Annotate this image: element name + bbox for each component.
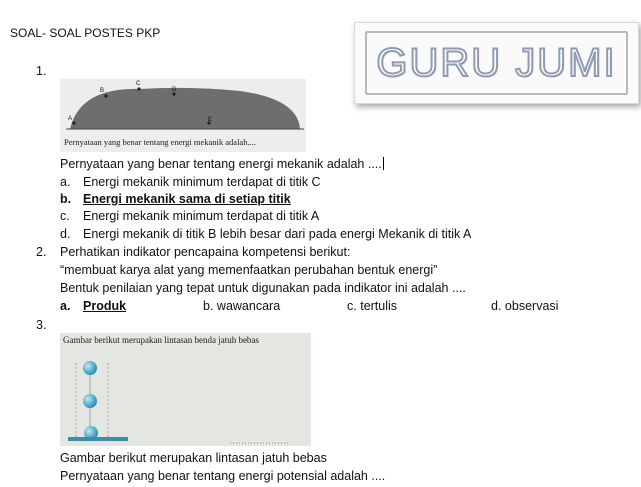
- watermark-frame: [365, 31, 628, 95]
- option-text: Energi mekanik minimum terdapat di titik C: [83, 175, 321, 189]
- text-cursor: [383, 157, 384, 170]
- question-1-figure: [60, 79, 306, 152]
- question-2-number: 2.: [36, 245, 47, 259]
- point-label-e: E: [208, 117, 213, 123]
- question-1-number: 1.: [36, 64, 47, 78]
- option-letter: d.: [491, 299, 502, 313]
- watermark-logo: [354, 22, 639, 104]
- option-text: tertulis: [360, 299, 398, 313]
- question-2-line-3: Bentuk penilaian yang tepat untuk digunakan pada indikator ini adalah ....: [60, 281, 466, 295]
- option-letter: c.: [60, 209, 70, 223]
- question-2-option-c: [347, 298, 397, 314]
- option-text-answer: Energi mekanik sama di setiap titik: [83, 192, 291, 206]
- question-3-number: 3.: [36, 318, 47, 332]
- question-1-option-c: [60, 208, 319, 224]
- question-1-option-d: [60, 226, 471, 242]
- question-1-option-a: [60, 174, 321, 190]
- option-letter: a.: [60, 175, 71, 189]
- watermark-text: GURU JUMI: [376, 40, 617, 85]
- option-text-answer: Produk: [83, 299, 127, 313]
- option-text: observasi: [504, 299, 559, 313]
- question-2-option-d: [491, 298, 558, 314]
- option-text: Energi mekanik minimum terdapat di titik A: [83, 209, 320, 223]
- question-3-line-2: Pernyataan yang benar tentang energi potensial adalah ....: [60, 469, 386, 483]
- point-label-a: A: [68, 116, 73, 122]
- point-label-c: C: [136, 81, 141, 87]
- question-3-line-1: Gambar berikut merupakan lintasan jatuh bebas: [60, 451, 327, 465]
- page-title: SOAL- SOAL POSTES PKP: [10, 26, 161, 40]
- question-1-option-b: [60, 191, 291, 207]
- question-1-text: [60, 156, 384, 172]
- question-2-line-1: Perhatikan indikator pencapaina kompetensi berikut:: [60, 245, 351, 259]
- question-2-line-2: “membuat karya alat yang memenfaatkan perubahan bentuk energi”: [60, 263, 438, 277]
- point-label-b: B: [100, 88, 105, 94]
- free-fall-ball-illustration: [60, 333, 311, 446]
- option-letter: b.: [203, 299, 214, 313]
- option-text: Energi mekanik di titik B lebih besar dari pada energi Mekanik di titik A: [83, 227, 472, 241]
- option-letter: b.: [60, 192, 72, 206]
- option-letter: c.: [347, 299, 357, 313]
- question-1-text-content: Pernyataan yang benar tentang energi mekanik adalah ....: [60, 157, 382, 171]
- question-2-option-a: [60, 298, 126, 314]
- option-letter: d.: [60, 227, 71, 241]
- question-3-figure: [60, 333, 311, 446]
- option-text: wawancara: [216, 299, 281, 313]
- question-2-option-b: [203, 298, 280, 314]
- point-label-d: D: [172, 87, 177, 93]
- question-3-figure-caption: Gambar berikut merupakan lintasan benda jatuh bebas: [63, 335, 259, 345]
- question-1-figure-caption: Pernyataan yang benar tentang energi mekanik adalah....: [64, 137, 256, 147]
- option-letter: a.: [60, 299, 71, 313]
